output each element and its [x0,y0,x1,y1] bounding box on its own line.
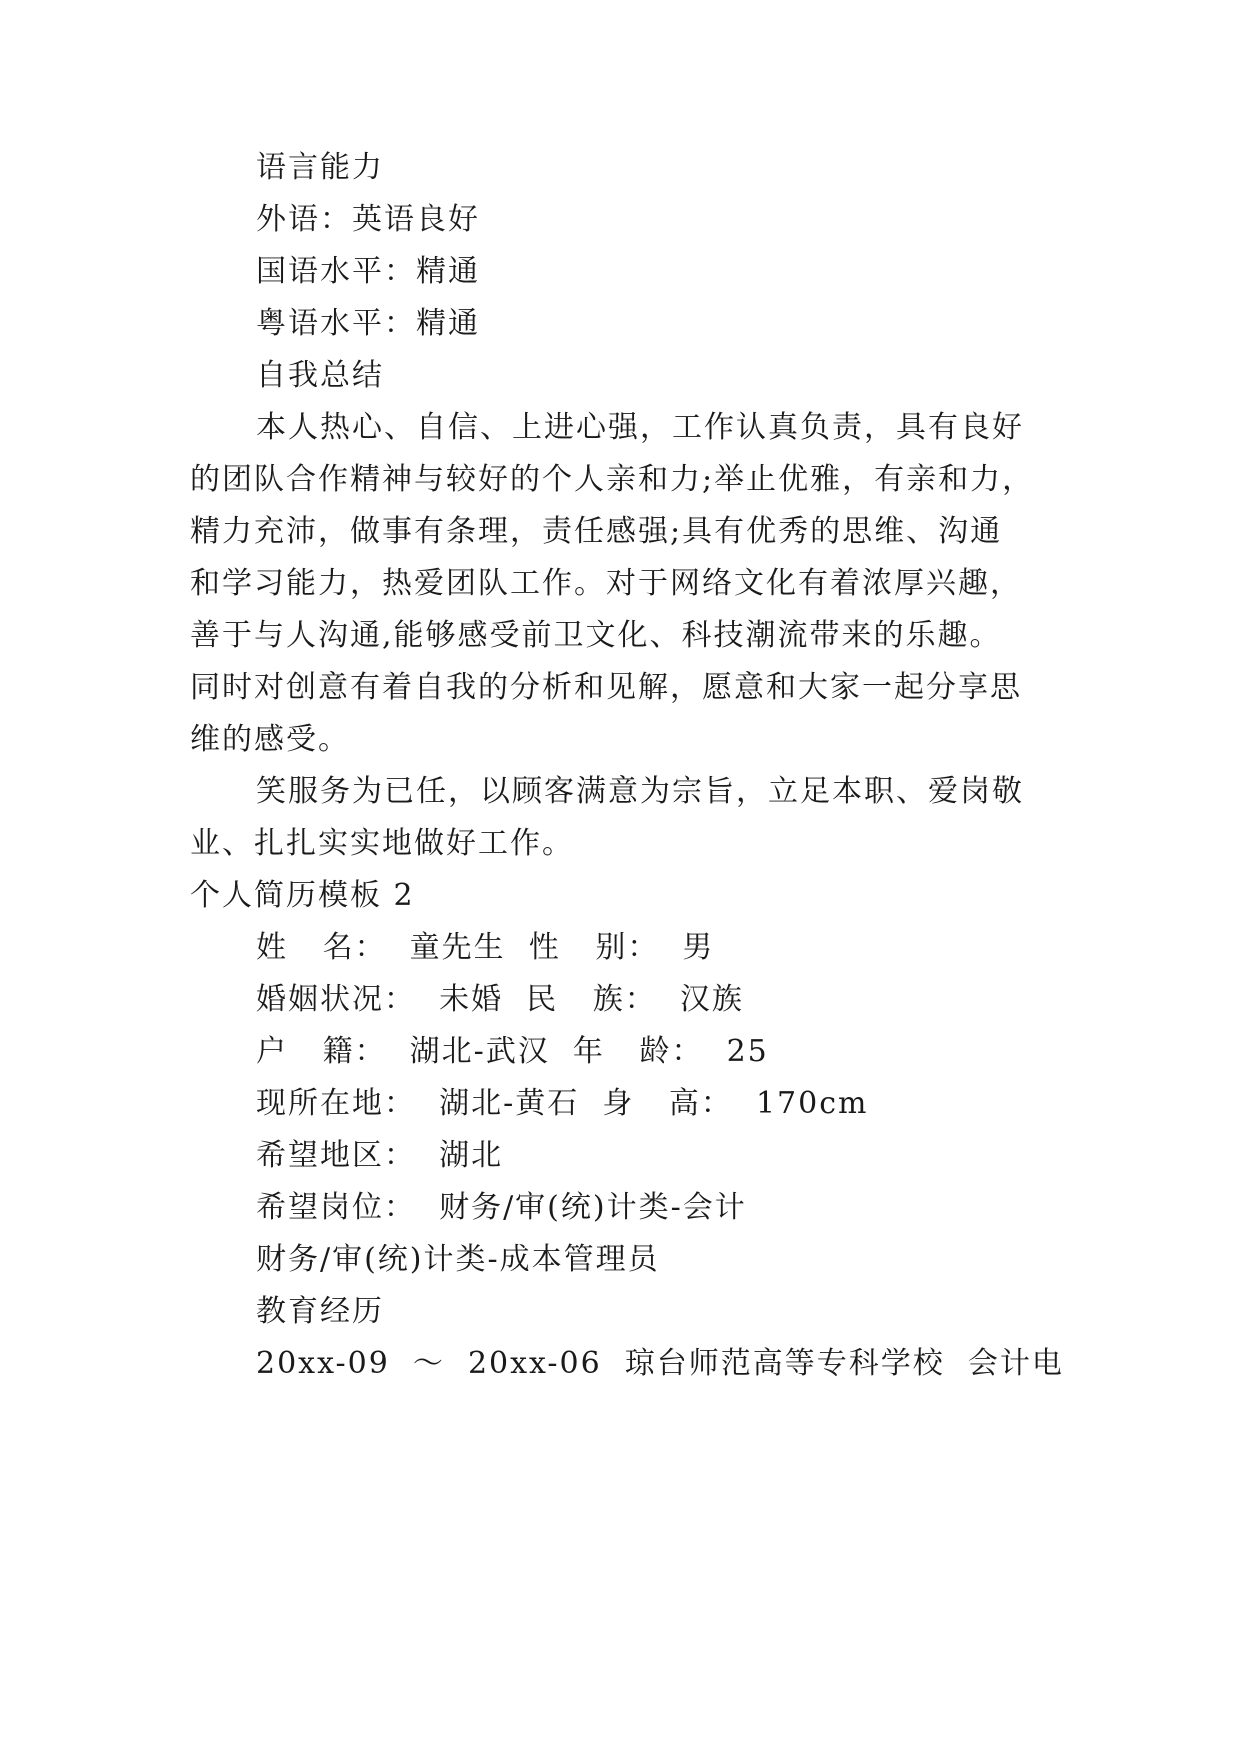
summary-paragraph-line: 本人热心、自信、上进心强，工作认真负责，具有良好 [256,410,1024,445]
education-heading: 教育经历 [256,1294,384,1329]
household-age-line: 户 籍： 湖北-武汉 年 龄： 25 [256,1034,769,1069]
mandarin-line: 国语水平：精通 [256,254,480,289]
summary-paragraph-line: 维的感受。 [190,722,350,757]
location-height-line: 现所在地： 湖北-黄石 身 高： 170cm [256,1086,869,1121]
summary-paragraph-line: 的团队合作精神与较好的个人亲和力;举止优雅，有亲和力， [190,462,1035,497]
summary-heading: 自我总结 [256,358,384,393]
foreign-language-line: 外语：英语良好 [256,202,480,237]
summary-paragraph-line: 精力充沛，做事有条理，责任感强;具有优秀的思维、沟通 [190,514,1003,549]
summary-paragraph-line: 和学习能力，热爱团队工作。对于网络文化有着浓厚兴趣， [190,566,1022,601]
template2-title: 个人简历模板 2 [190,878,415,913]
summary-paragraph-line: 善于与人沟通,能够感受前卫文化、科技潮流带来的乐趣。 [190,618,1002,653]
desired-position-line-2: 财务/审(统)计类-成本管理员 [256,1242,660,1277]
desired-region-line: 希望地区： 湖北 [256,1138,504,1173]
education-line: 20xx-09 ～ 20xx-06 琼台师范高等专科学校 会计电 [256,1346,1064,1381]
marital-ethnicity-line: 婚姻状况： 未婚 民 族： 汉族 [256,982,744,1017]
summary-paragraph2-line: 业、扎扎实实地做好工作。 [190,826,574,861]
name-gender-line: 姓 名： 童先生 性 别： 男 [256,930,715,965]
summary-paragraph-line: 同时对创意有着自我的分析和见解，愿意和大家一起分享思 [190,670,1022,705]
cantonese-line: 粤语水平：精通 [256,306,480,341]
language-heading: 语言能力 [256,150,384,185]
summary-paragraph2-line: 笑服务为已任，以顾客满意为宗旨，立足本职、爱岗敬 [256,774,1024,809]
desired-position-line: 希望岗位： 财务/审(统)计类-会计 [256,1190,747,1225]
